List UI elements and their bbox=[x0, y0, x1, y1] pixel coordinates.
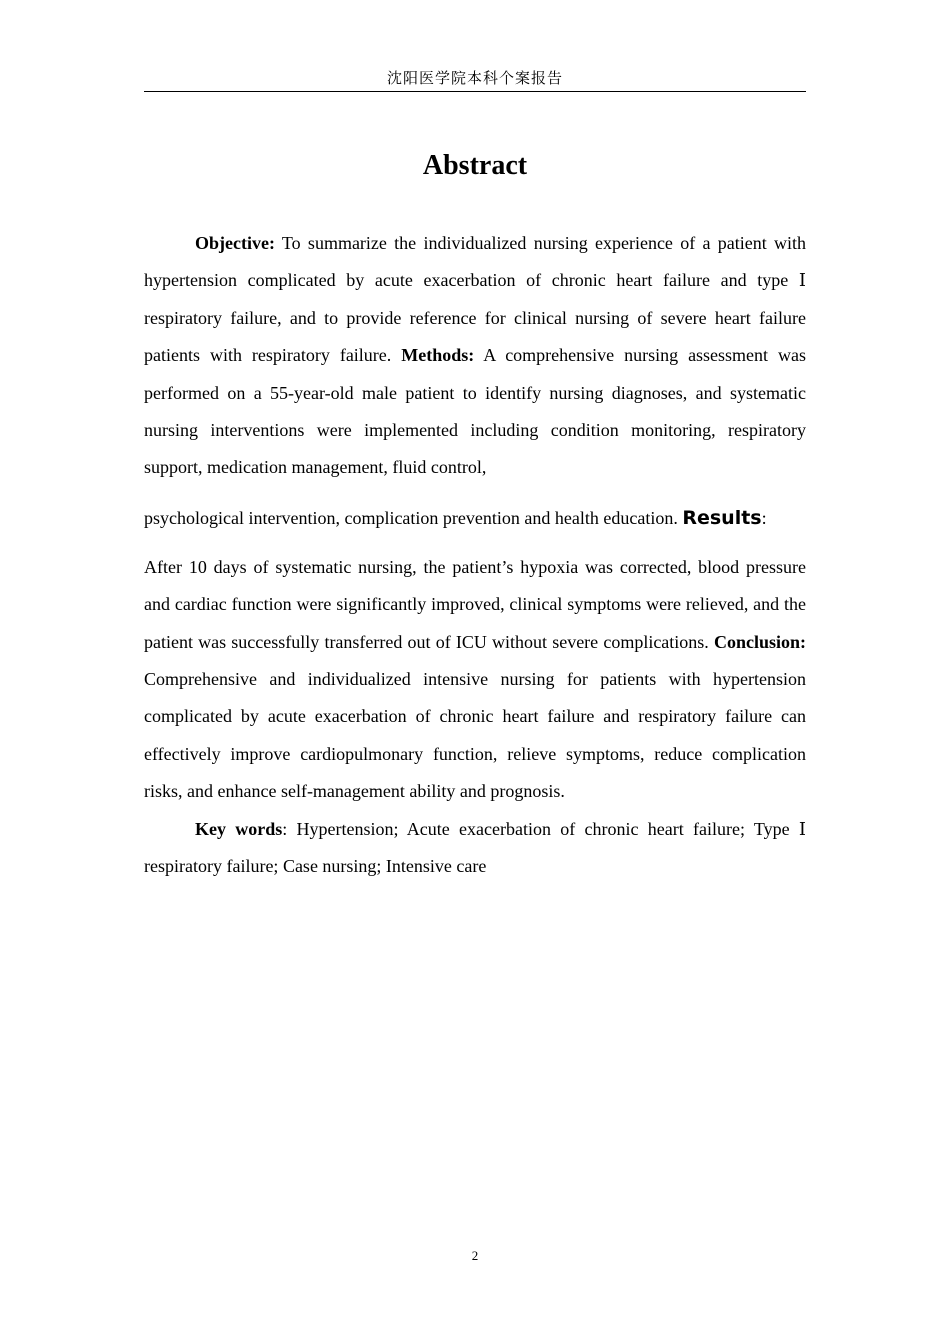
page-title: Abstract bbox=[422, 150, 528, 181]
keywords-label: Key words bbox=[195, 818, 283, 839]
page-number: 2 bbox=[471, 1248, 479, 1263]
running-header: 沈阳医学院本科个案报告 bbox=[144, 66, 806, 92]
keywords-paragraph bbox=[144, 811, 806, 886]
abstract-paragraph bbox=[144, 225, 806, 487]
results-label: Results bbox=[682, 506, 762, 529]
results-colon: : bbox=[761, 507, 767, 528]
methods-text-continued: psychological intervention, complication prevention and health education. bbox=[144, 507, 678, 528]
results-text: After 10 days of systematic nursing, the patient’s hypoxia was corrected, blood pressure and cardiac function were significantly improved, clinical symptoms were relieved, and the patient was successfully transferred out of ICU without severe complications. bbox=[144, 556, 806, 652]
conclusion-text: Comprehensive and individualized intensive nursing for patients with hypertension complicated by acute exacerbation of chronic heart failure and respiratory failure can effectively improve cardiopulmonary function, relieve symptoms, reduce complication risks, and enhance self-management ability and prognosis. bbox=[144, 669, 806, 802]
abstract-gap-line bbox=[144, 487, 806, 549]
objective-label: Objective: bbox=[195, 233, 275, 253]
conclusion-label: Conclusion: bbox=[713, 631, 807, 652]
abstract-body bbox=[144, 225, 806, 886]
abstract-results-paragraph bbox=[144, 549, 806, 811]
objective-text: To summarize the individualized nursing experience of a patient with hypertension complicated by acute exacerbation of chronic heart failure and type Ⅰ respiratory failure, and to provide reference for clinical nursing of severe heart failure patients with respiratory failure. bbox=[144, 233, 806, 366]
keywords-text: : Hypertension; Acute exacerbation of chronic heart failure; Type Ⅰ respiratory failure; Case nursing; Intensive care bbox=[144, 818, 806, 877]
methods-label: Methods: bbox=[401, 345, 475, 366]
methods-text: A comprehensive nursing assessment was performed on a 55-year-old male patient to identify nursing diagnoses, and systematic nursing interventions were implemented including condition monitoring, respiratory support, medication management, fluid control, bbox=[144, 345, 807, 478]
